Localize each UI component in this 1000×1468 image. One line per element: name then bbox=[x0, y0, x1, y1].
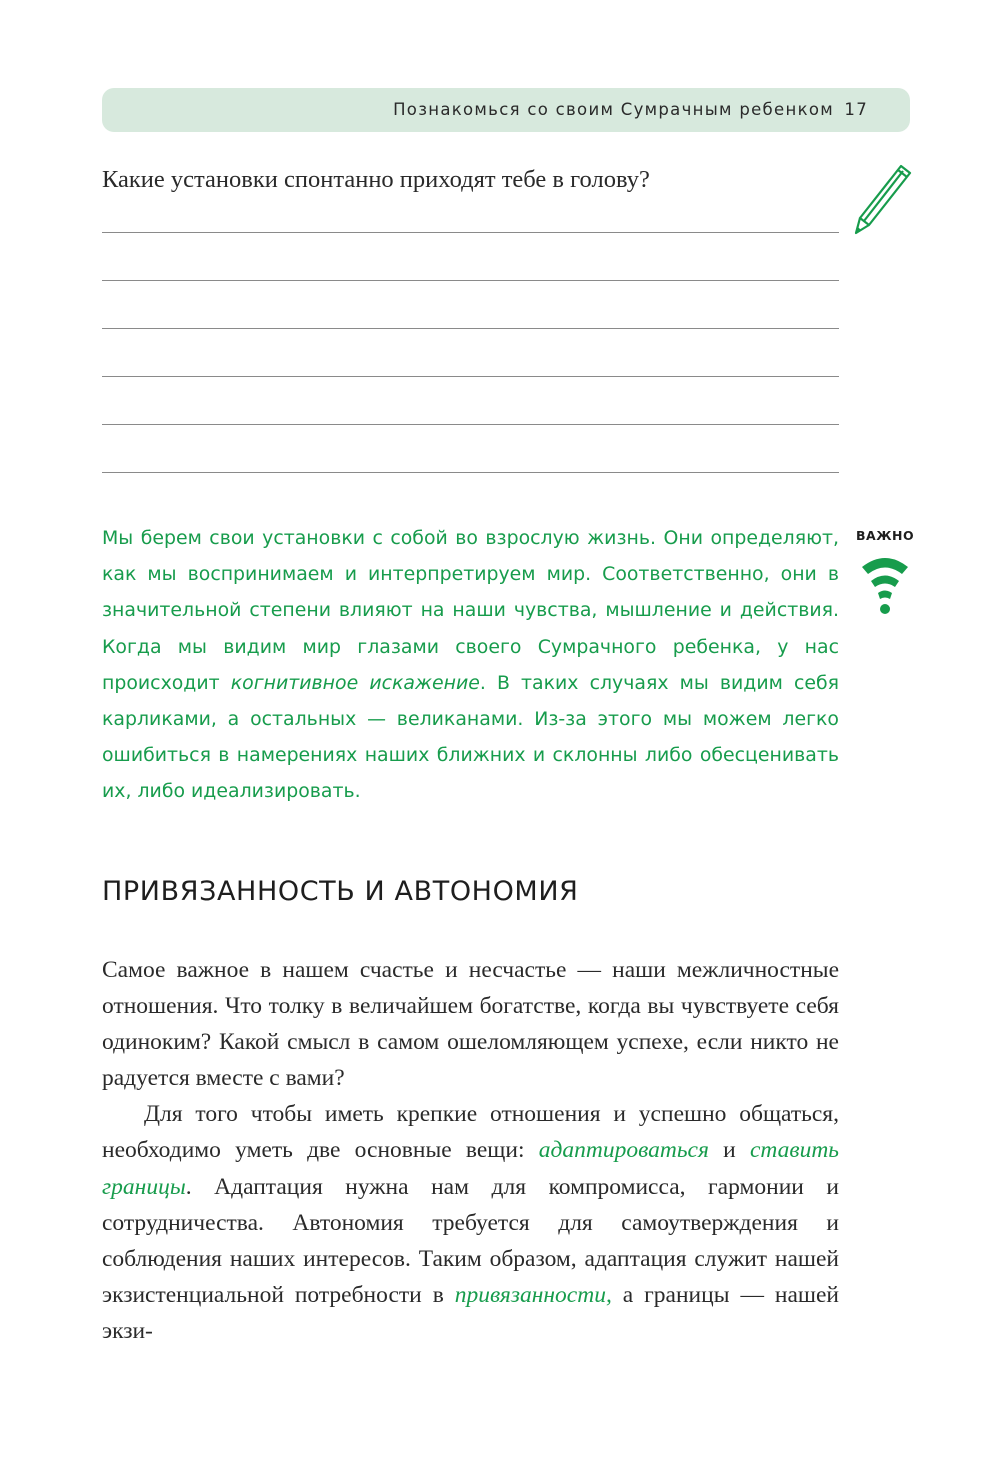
term-adapt: адаптироваться bbox=[538, 1137, 709, 1164]
exercise-prompt: Какие установки спонтанно приходят тебе в голову? bbox=[102, 166, 650, 193]
p2-text-2: . Адаптация нужна нам для компромисса, гармонии и сотрудничества. Автономия требуется для самоутверждения и соблюдения наших интересов. Таким образом, адаптация служит нашей экзистенциальной потребности в bbox=[102, 1173, 839, 1308]
important-badge bbox=[856, 528, 914, 618]
p2-text-3: а границы — нашей экзи- bbox=[102, 1281, 839, 1344]
paragraph-2 bbox=[102, 1096, 839, 1349]
paragraph-1: Самое важное в нашем счастье и несчастье — наши межличностные отношения. Что толку в величайшем богатстве, когда вы чувствуете себя одиноким? Какой смысл в самом ошеломляющем успехе, если никто не радуется вместе с вами? bbox=[102, 957, 839, 1092]
answer-line[interactable] bbox=[102, 232, 839, 233]
section-heading: ПРИВЯЗАННОСТЬ И АВТОНОМИЯ bbox=[102, 876, 579, 907]
answer-line[interactable] bbox=[102, 328, 839, 329]
term-attachment: привязанности, bbox=[454, 1281, 612, 1308]
pencil-icon bbox=[850, 160, 914, 240]
important-signal-icon bbox=[861, 548, 909, 616]
important-text-after: . В таких случаях мы видим себя карликами, а остальных — великанами. Из-за этого мы можем легко ошибиться в намерениях наших ближних и склонны либо обесценивать их, либо идеализировать. bbox=[102, 671, 839, 803]
body-text bbox=[102, 952, 839, 1349]
p2-and: и bbox=[708, 1137, 750, 1164]
p2-text-1: Для того чтобы иметь крепкие отношения и успешно общаться, необходимо уметь две основные вещи: bbox=[102, 1101, 839, 1164]
header-title: Познакомься со своим Сумрачным ребенком bbox=[393, 100, 834, 119]
important-label: ВАЖНО bbox=[856, 528, 915, 543]
answer-line[interactable] bbox=[102, 280, 839, 281]
answer-line[interactable] bbox=[102, 472, 839, 473]
important-note bbox=[102, 520, 839, 810]
running-header bbox=[102, 88, 910, 132]
important-term: когнитивное искажение bbox=[230, 671, 480, 694]
term-boundaries: ставить границы bbox=[102, 1137, 839, 1200]
page-number: 17 bbox=[844, 100, 868, 119]
answer-line[interactable] bbox=[102, 376, 839, 377]
answer-line[interactable] bbox=[102, 424, 839, 425]
important-text-before: Мы берем свои установки с собой во взрослую жизнь. Они определяют, как мы воспринимаем и интерпретируем мир. Соответственно, они в значительной степени влияют на наши чувства, мышление и действия. Когда мы видим мир глазами своего Сумрачного ребенка, у нас происходит bbox=[102, 527, 839, 694]
